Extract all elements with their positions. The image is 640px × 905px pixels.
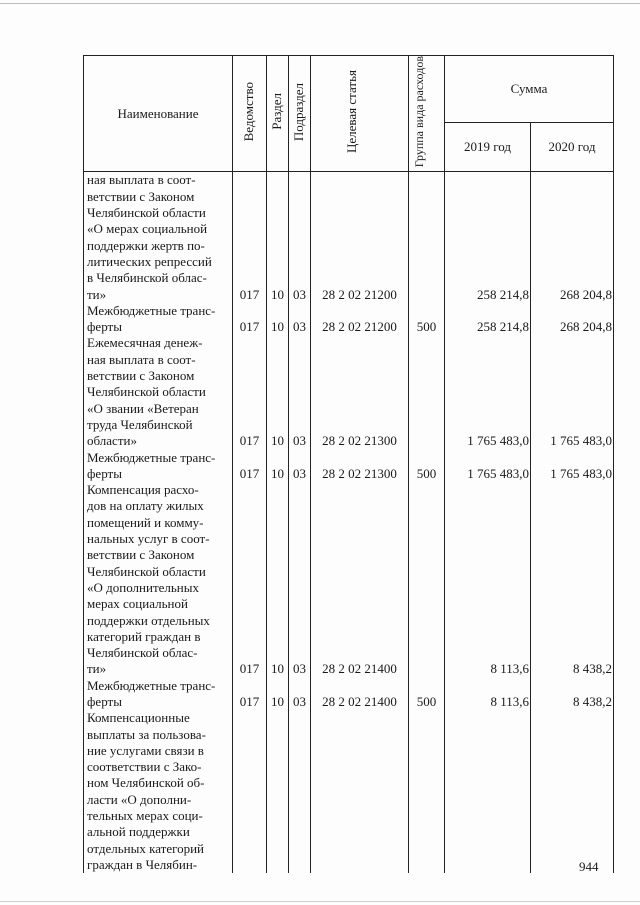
row-2019: [445, 710, 531, 873]
page-number: 944: [579, 859, 599, 874]
row-dept: 017: [233, 482, 267, 678]
header-dept: Ведомство: [233, 56, 267, 172]
header-group: Группа вида расходов: [409, 56, 445, 172]
row-2019: 8 113,6: [445, 482, 531, 678]
table-row: [84, 335, 614, 449]
row-2020: 268 204,8: [531, 303, 614, 336]
header-2020: 2020 год: [531, 123, 614, 172]
row-group: [409, 172, 445, 303]
row-group: 500: [409, 450, 445, 483]
row-2019: 258 214,8: [445, 303, 531, 336]
row-subsection: 03: [289, 450, 311, 483]
row-name: Компенсация расхо- дов на оплату жилых помещений и комму- нальных услуг в соот- ветствии с Законом Челябинской области «О дополнительных мерах социальной поддержки отдельных категорий граждан в Челябинской облас- ти»: [84, 482, 233, 678]
row-2019: 8 113,6: [445, 678, 531, 711]
row-section: [267, 710, 289, 873]
table-row: [84, 678, 614, 711]
row-target: 28 2 02 21300: [311, 450, 409, 483]
row-subsection: [289, 710, 311, 873]
header-subsection: Подраздел: [289, 56, 311, 172]
header-section: Раздел: [267, 56, 289, 172]
row-2019: 1 765 483,0: [445, 335, 531, 449]
row-2020: 8 438,2: [531, 482, 614, 678]
row-2020: 1 765 483,0: [531, 335, 614, 449]
table-row: [84, 303, 614, 336]
row-dept: 017: [233, 335, 267, 449]
row-target: 28 2 02 21400: [311, 678, 409, 711]
row-dept: 017: [233, 678, 267, 711]
row-section: 10: [267, 678, 289, 711]
row-dept: 017: [233, 172, 267, 303]
header-target: Целевая статья: [311, 56, 409, 172]
row-section: 10: [267, 303, 289, 336]
row-section: 10: [267, 482, 289, 678]
budget-table: [83, 55, 614, 873]
row-name: Межбюджетные транс- ферты: [84, 450, 233, 483]
header-2019: 2019 год: [445, 123, 531, 172]
row-group: [409, 482, 445, 678]
row-2020: 1 765 483,0: [531, 450, 614, 483]
row-2020: 268 204,8: [531, 172, 614, 303]
row-section: 10: [267, 335, 289, 449]
row-2020: [531, 710, 614, 873]
row-group: [409, 335, 445, 449]
row-section: 10: [267, 172, 289, 303]
table-row: [84, 710, 614, 873]
row-name: ная выплата в соот- ветствии с Законом Челябинской области «О мерах социальной поддержки жертв по- литических репрессий в Челябинской облас- ти»: [84, 172, 233, 303]
row-name: Межбюджетные транс- ферты: [84, 303, 233, 336]
row-subsection: 03: [289, 303, 311, 336]
table-row: [84, 482, 614, 678]
row-subsection: 03: [289, 335, 311, 449]
row-name: Межбюджетные транс- ферты: [84, 678, 233, 711]
row-group: 500: [409, 303, 445, 336]
scan-edge-top: [0, 3, 640, 4]
row-subsection: 03: [289, 678, 311, 711]
row-target: 28 2 02 21300: [311, 335, 409, 449]
row-target: 28 2 02 21400: [311, 482, 409, 678]
row-2019: 258 214,8: [445, 172, 531, 303]
row-2020: 8 438,2: [531, 678, 614, 711]
row-dept: 017: [233, 303, 267, 336]
row-dept: [233, 710, 267, 873]
row-target: [311, 710, 409, 873]
row-group: 500: [409, 678, 445, 711]
row-name: Компенсационные выплаты за пользова- ние услугами связи в соответствии с Зако- ном Челябинской об- ласти «О дополни- тельных мерах соци- альной поддержки отдельных категорий граждан в Челябин-: [84, 710, 233, 873]
row-2019: 1 765 483,0: [445, 450, 531, 483]
table-row: [84, 450, 614, 483]
header-name: Наименование: [84, 56, 233, 172]
header-sum: Сумма: [445, 56, 614, 123]
scan-edge-bottom: [0, 901, 640, 902]
row-section: 10: [267, 450, 289, 483]
row-subsection: 03: [289, 482, 311, 678]
row-target: 28 2 02 21200: [311, 303, 409, 336]
table-row: [84, 172, 614, 303]
row-subsection: 03: [289, 172, 311, 303]
row-name: Ежемесячная денеж- ная выплата в соот- ветствии с Законом Челябинской области «О звании «Ветеран труда Челябинской области»: [84, 335, 233, 449]
row-target: 28 2 02 21200: [311, 172, 409, 303]
row-group: [409, 710, 445, 873]
row-dept: 017: [233, 450, 267, 483]
